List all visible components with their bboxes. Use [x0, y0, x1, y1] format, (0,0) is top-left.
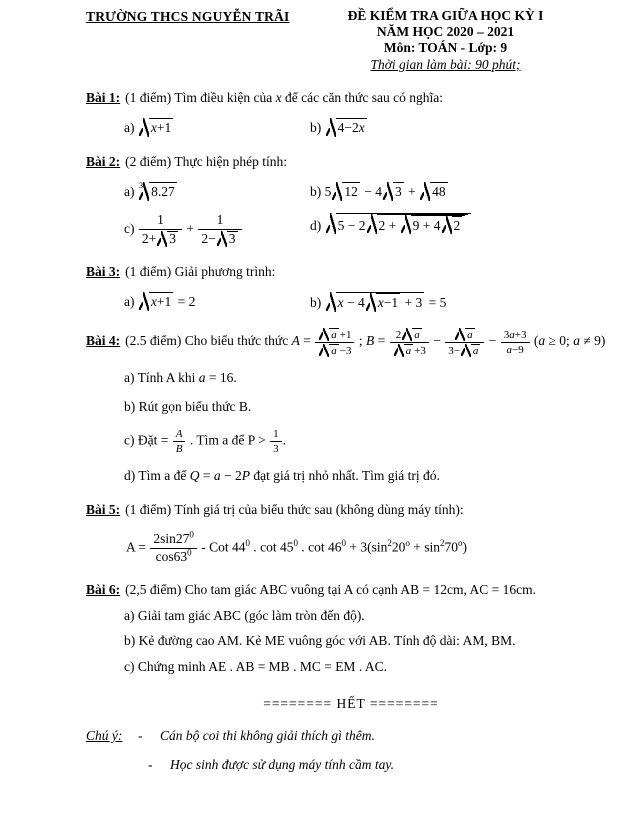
problem-6-heading	[86, 581, 616, 599]
problem-3-heading	[86, 263, 616, 281]
problem-5-intro: (1 điểm) Tính giá trị của biểu thức sau (không dùng máy tính):	[125, 501, 464, 517]
school-name: TRƯỜNG THCS NGUYỄN TRÃI	[86, 9, 290, 24]
note-2-text: Học sinh được sử dụng máy tính cầm tay.	[170, 757, 395, 773]
problem-1-item-b: b) 4−2x	[310, 120, 365, 136]
problem-3-item-b: b) x − 4 x−1 + 3 = 5	[310, 292, 616, 312]
problem-2-item-a: a) 3 8.27	[124, 180, 175, 200]
notes-block	[86, 727, 616, 774]
problem-1-label: Bài 1:	[86, 89, 121, 105]
problem-6-item-a: a) Giải tam giác ABC (góc làm tròn đến độ).	[124, 607, 365, 623]
exam-title-block	[326, 8, 566, 73]
problem-2-heading	[86, 153, 616, 171]
problem-1	[86, 89, 616, 137]
exam-title: ĐỀ KIỂM TRA GIỮA HỌC KỲ I	[347, 8, 544, 23]
problem-3-items	[86, 292, 616, 312]
problem-6-label: Bài 6:	[86, 581, 121, 597]
problem-2-label: Bài 2:	[86, 153, 121, 169]
note-1	[86, 727, 616, 745]
problem-4-item-c: c) Đặt = $\frac{A}{B}$ . Tìm a để P > $\frac{1}{3}$ .	[124, 428, 286, 456]
document-header	[86, 8, 616, 73]
problem-5-label: Bài 5:	[86, 501, 121, 517]
problem-5-heading	[86, 501, 616, 519]
problem-2-item-c: c) 1 2+ 3 + 1 2− 3	[124, 213, 310, 247]
school-year: NĂM HỌC 2020 – 2021	[376, 24, 515, 40]
problem-2	[86, 153, 616, 247]
problem-4	[86, 328, 616, 485]
problem-6-item-b: b) Kẻ đường cao AM. Kẻ ME vuông góc với AB. Tính độ dài: AM, BM.	[124, 633, 516, 649]
note-label: Chú ý:	[86, 727, 123, 743]
note-2	[86, 756, 616, 774]
problem-4-item-a: a) Tính A khi a = 16.	[124, 369, 237, 385]
problem-2-items-row-1	[86, 182, 616, 201]
problem-1-heading	[86, 89, 616, 107]
problem-3-intro: (1 điểm) Giải phương trình:	[125, 263, 276, 279]
problem-4-heading	[86, 328, 616, 357]
note-1-text: Cán bộ coi thi không giải thích gì thêm.	[160, 727, 375, 743]
problem-4-item-b: b) Rút gọn biểu thức B.	[124, 399, 252, 415]
problem-2-items-row-2	[86, 213, 616, 247]
problem-2-item-b: b) 5 12 − 4 3 + 48	[310, 184, 446, 200]
exam-duration: Thời gian làm bài: 90 phút;	[370, 56, 521, 72]
problem-1-item-a: a) x+1	[124, 120, 172, 136]
problem-4-intro: (2.5 điểm) Cho biểu thức thức A = a +1 a −3 ; B = 2 a a +3 − a 3− a − $\frac{3a+3}{a-9}$ (a ≥ 0; a ≠ 9)	[125, 328, 606, 357]
problem-1-intro: (1 điểm) Tìm điều kiện của x để các căn thức sau có nghĩa:	[125, 89, 443, 105]
problem-6-intro: (2,5 điểm) Cho tam giác ABC vuông tại A có cạnh AB = 12cm, AC = 16cm.	[125, 581, 536, 597]
problem-6-item-c: c) Chứng minh AE . AB = MB . MC = EM . AC.	[124, 658, 387, 674]
end-marker: ======== HẾT ========	[263, 696, 439, 712]
problem-1-items	[86, 118, 616, 137]
problem-4-item-d: d) Tìm a để Q = a − 2P đạt giá trị nhỏ nhất. Tìm giá trị đó.	[124, 468, 440, 484]
problem-3-label: Bài 3:	[86, 263, 121, 279]
problem-4-label: Bài 4:	[86, 333, 121, 349]
problem-3	[86, 263, 616, 312]
problem-2-item-d: d) 5 − 2 2 + 9 + 4 2	[310, 213, 616, 235]
subject-grade: Môn: TOÁN - Lớp: 9	[383, 40, 508, 56]
note-2-dash: -	[148, 757, 153, 773]
problem-2-intro: (2 điểm) Thực hiện phép tính:	[125, 153, 288, 169]
problem-5-formula: A = $\frac{2\sin 27^0}{\cos 63^0}$ - Cot $44^0$ . $\cot 45^0$ . $\cot 46^0 + 3(\sin^220^o + \sin^270^o)$	[126, 529, 468, 565]
problem-6	[86, 581, 616, 675]
note-1-dash: -	[138, 727, 143, 743]
problem-5	[86, 501, 616, 565]
problem-3-item-a: a) x+1 = 2	[124, 294, 196, 310]
